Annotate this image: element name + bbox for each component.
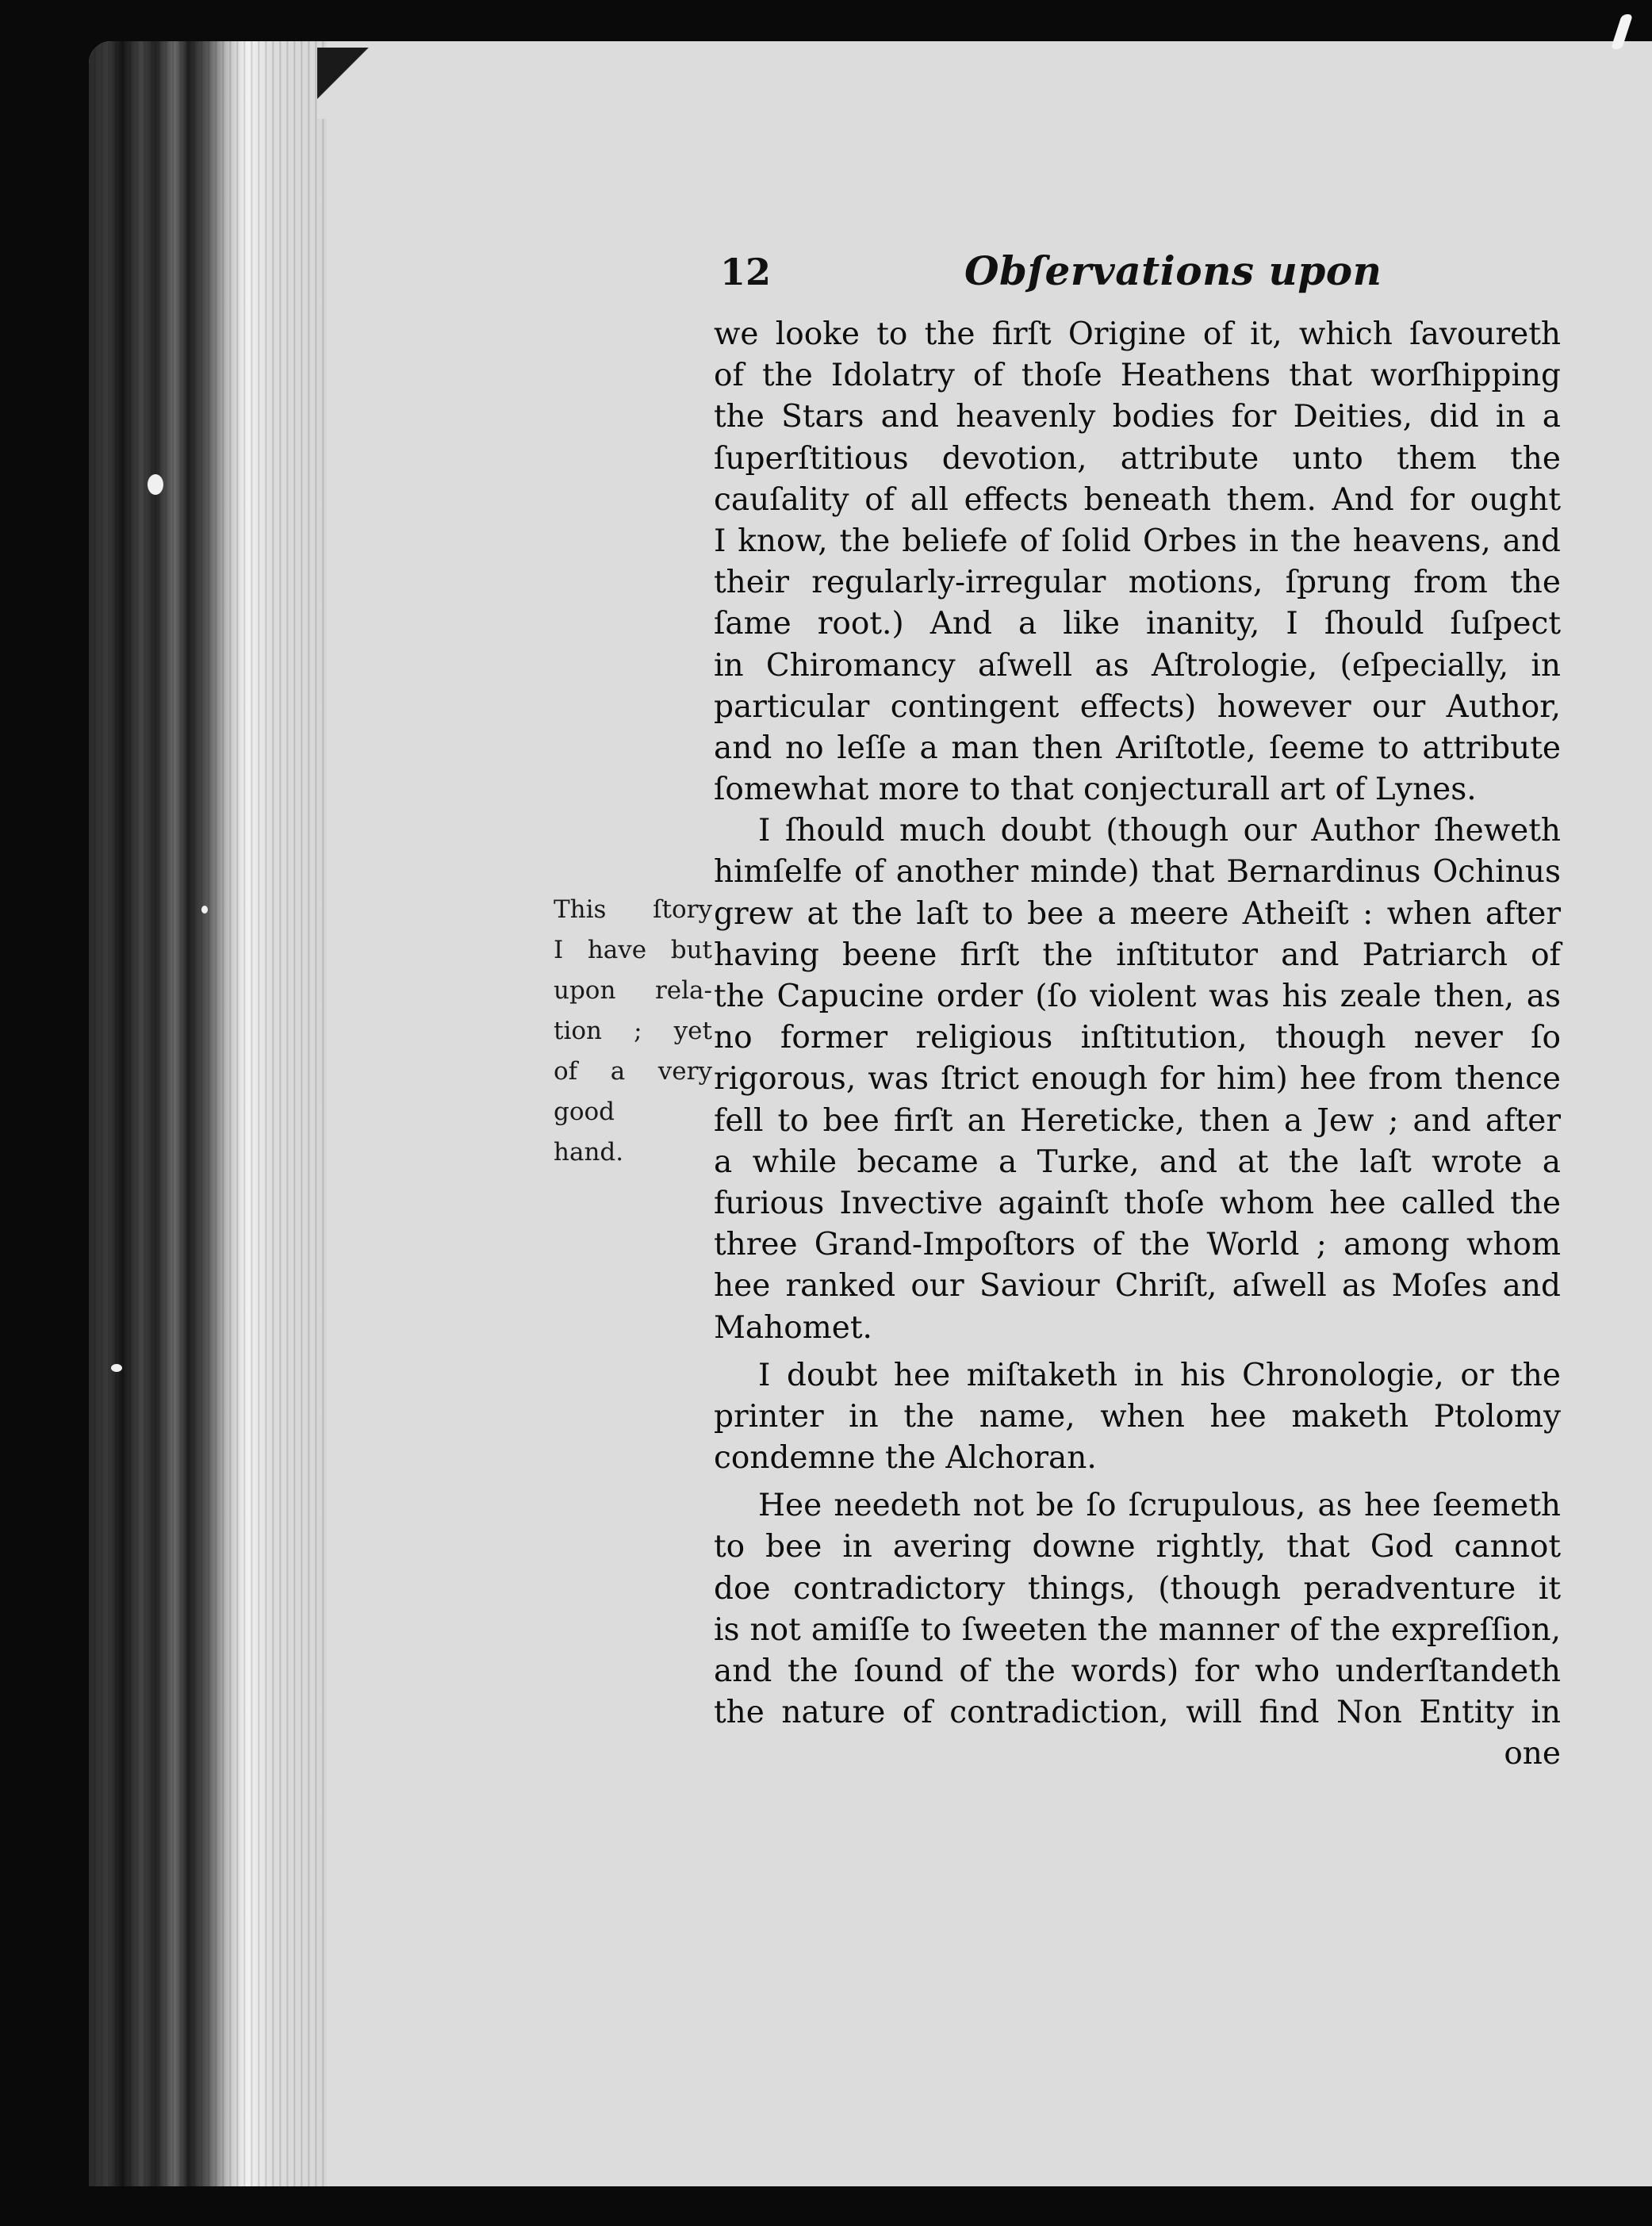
text-line: of the Idolatry of thoſe Heathens that worſhipping: [714, 358, 1561, 394]
text-line: their regularly-irregular motions, ſprung from the: [714, 565, 1561, 601]
text-line: ſame root.) And a like inanity, I ſhould ſuſpect: [714, 606, 1561, 642]
paragraph-gap: [714, 1479, 1561, 1485]
text-line: a while became a Turke, and at the laſt wrote a: [714, 1144, 1561, 1180]
text-line: I ſhould much doubt (though our Author ſheweth: [758, 813, 1561, 849]
text-line: and the ſound of the words) for who underſtandeth: [714, 1653, 1561, 1689]
running-title: Obſervations upon: [964, 247, 1382, 294]
text-line: three Grand-Impoſtors of the World ; among whom: [714, 1227, 1561, 1263]
scan-speck: [148, 474, 163, 495]
scan-speck: [201, 906, 208, 914]
text-line: in Chiromancy aſwell as Aſtrologie, (eſpecially, in: [714, 647, 1561, 684]
text-line: we looke to the firſt Origine of it, which ſavoureth: [714, 316, 1561, 352]
page-corner-fold: [317, 48, 373, 119]
text-line: no former religious inſtitution, though never ſo: [714, 1020, 1561, 1056]
text-line: and no leſſe a man then Ariſtotle, ſeeme to attribute: [714, 730, 1561, 766]
text-line: rigorous, was ſtrict enough for him) hee from thence: [714, 1061, 1561, 1098]
text-line: Mahomet.: [714, 1309, 872, 1346]
margin-note-line: I have but: [554, 936, 712, 964]
text-line: ſomewhat more to that conjecturall art of Lynes.: [714, 772, 1477, 808]
text-line: I know, the beliefe of ſolid Orbes in the heavens, and: [714, 523, 1561, 559]
text-line: furious Invective againſt thoſe whom hee called the: [714, 1185, 1561, 1221]
text-line: the Stars and heavenly bodies for Deities, did in a: [714, 399, 1561, 435]
text-line: himſelfe of another minde) that Bernardinus Ochinus: [714, 854, 1561, 891]
text-line: grew at the laſt to bee a meere Atheiſt : when after: [714, 895, 1561, 932]
text-line: the Capucine order (ſo violent was his zeale then, as: [714, 979, 1561, 1014]
text-line: condemne the Alchoran.: [714, 1440, 1097, 1477]
page-edge-stripes: [89, 41, 327, 2186]
text-line: particular contingent effects) however our Author,: [714, 688, 1561, 725]
text-line: is not amiſſe to ſweeten the manner of the expreſſion,: [714, 1611, 1561, 1648]
margin-note-line: of a very: [554, 1057, 712, 1086]
scan-bottom-border: [0, 2186, 1652, 2226]
text-line: Hee needeth not be ſo ſcrupulous, as hee ſeemeth: [758, 1488, 1561, 1524]
text-line: doe contradictory things, (though peradventure it: [714, 1570, 1561, 1607]
margin-note-line: good: [554, 1098, 615, 1126]
text-line: to bee in avering downe rightly, that God cannot: [714, 1529, 1561, 1565]
margin-note-line: upon rela-: [554, 976, 712, 1005]
marginal-note: [554, 890, 712, 1173]
page-number: 12: [720, 251, 772, 293]
margin-note-line: tion ; yet: [554, 1017, 712, 1045]
margin-note-line: This ſtory: [554, 895, 712, 924]
text-line: hee ranked our Saviour Chriſt, aſwell as Moſes and: [714, 1268, 1561, 1305]
scan-top-border: [0, 0, 1652, 48]
body-text: [714, 314, 1561, 1776]
text-line: ſuperſtitious devotion, attribute unto them the: [714, 440, 1561, 477]
text-line: the nature of contradiction, will find Non Entity in: [714, 1695, 1561, 1731]
text-line: cauſality of all effects beneath them. And for ought: [714, 481, 1561, 518]
text-line: fell to bee firſt an Hereticke, then a Jew ; and after: [714, 1102, 1561, 1139]
text-line: having beene firſt the inſtitutor and Patriarch of: [714, 937, 1561, 973]
catchword: one: [1504, 1736, 1561, 1772]
paragraph-gap: [714, 1349, 1561, 1355]
running-header: [720, 247, 1561, 305]
margin-note-line: hand.: [554, 1138, 624, 1167]
text-line: I doubt hee miſtaketh in his Chronologie, or the: [758, 1357, 1561, 1393]
text-line: printer in the name, when hee maketh Ptolomy: [714, 1398, 1561, 1435]
scan-speck: [111, 1364, 122, 1372]
